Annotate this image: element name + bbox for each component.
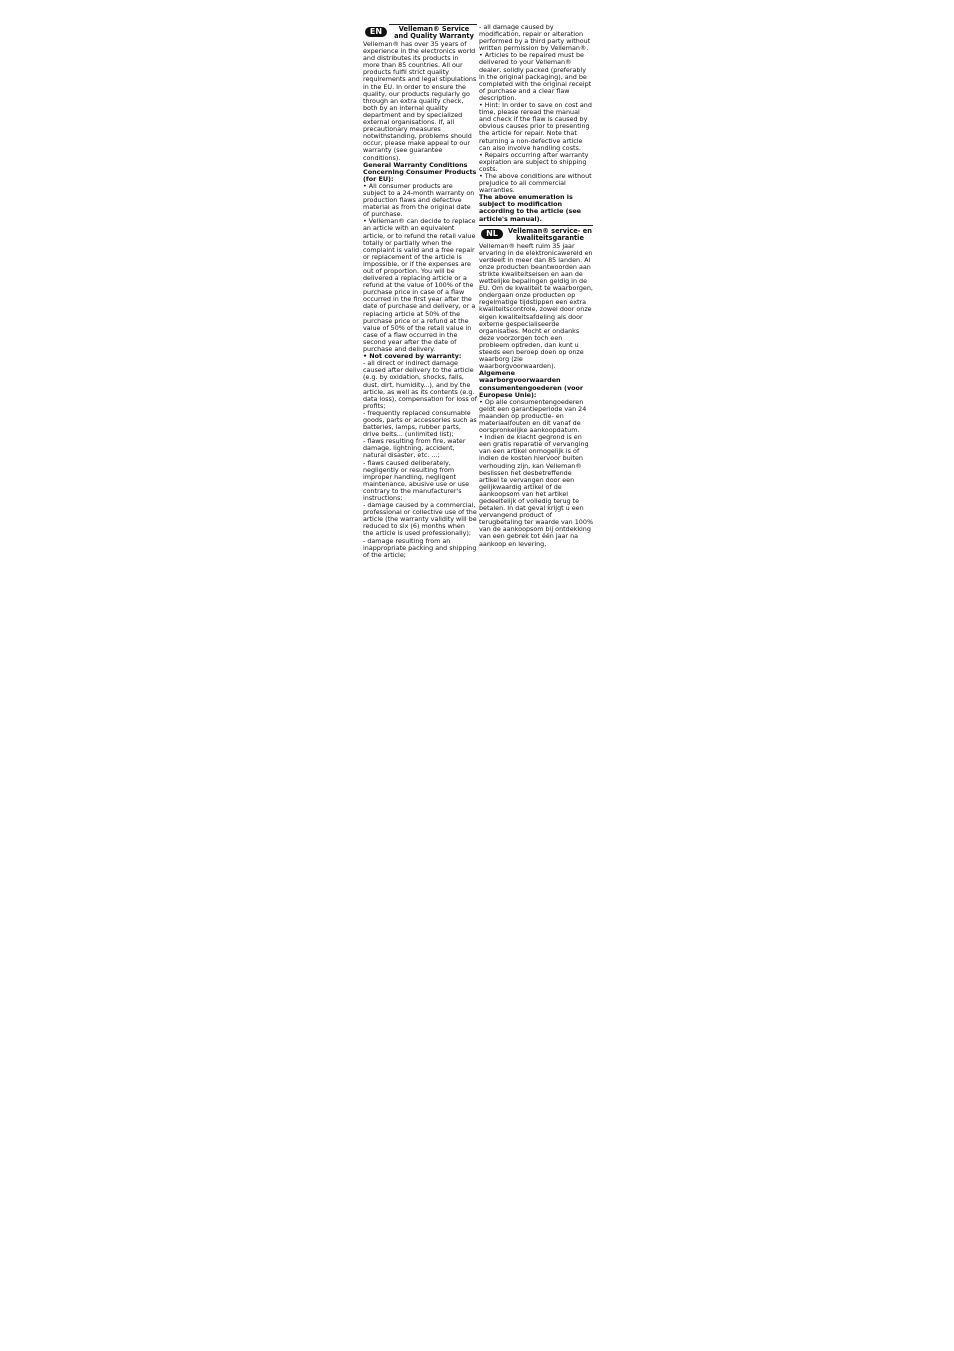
en-not-covered-heading: • Not covered by warranty: [363, 352, 462, 361]
en-not-covered-6: - damage resulting from an inappropriate packing and shipping of the article; [363, 536, 477, 559]
en-conditions-heading: General Warranty Conditions Concerning Consumer Products (for EU): [363, 160, 477, 183]
right-column [479, 24, 593, 548]
en-bullet-2: • Velleman® can decide to replace an article with an equivalent article, or to refund the retail value totally or partially when the complaint is valid and a free repair or replacement of the article is impossible, or if the expenses are out of proportion. You will be delivered a replacing article or a refund at the value of 100% of the purchase price in case of a flaw occurred in the first year after the date of purchase and delivery, or a replacing article at 50% of the purchase price or a refund at the value of 50% of the retail value in case of a flaw occurred in the second year after the date of purchase and delivery. [363, 217, 476, 354]
nl-language-badge: NL [481, 229, 503, 239]
en-not-covered-3: - flaws resulting from fire, water damage, lightning, accident, natural disaster, etc. ...; [363, 437, 466, 460]
en-intro: Velleman® has over 35 years of experience in the electronics world and distributes its products in more than 85 countries. All our products fulfil strict quality requirements and legal stipulations in the EU. In order to ensure the quality, our products regularly go through an extra quality check, both by an internal quality department and by specialized external organisations. If, all precautionary measures notwithstanding, problems should occur, please make appeal to our warranty (see guarantee conditions). [363, 40, 477, 162]
nl-intro: Velleman® heeft ruim 35 jaar ervaring in de elektronicawereld en verdeelt in meer dan 85 landen. Al onze producten beantwoorden aan strikte kwaliteitseisen en aan de wettelijke bepalingen geldig in de EU. Om de kwaliteit te waarborgen, ondergaan onze producten op regelmatige tijdstippen een extra kwaliteitscontrole, zowel door onze eigen kwaliteitsafdeling als door externe gespecialiseerde organisaties. Mocht er ondanks deze voorzorgen toch een probleem optreden, dan kunt u steeds een beroep doen op onze waarborg (zie waarborgvoorwaarden). [479, 241, 593, 371]
en-not-covered-5: - damage caused by a commercial, professional or collective use of the article (the warranty validity will be reduced to six (6) months when the article is used professionally); [363, 501, 477, 538]
en-language-badge: EN [365, 27, 387, 37]
en-closing-note: The above enumeration is subject to modification according to the article (see article's manual). [479, 193, 582, 223]
en-not-covered-1: - all direct or indirect damage caused after delivery to the article (e.g. by oxidation, shocks, falls, dust, dirt, humidity...), and by the article, as well as its contents (e.g. data loss), compensation for loss of profits; [363, 359, 477, 410]
en-not-covered-4: - flaws caused deliberately, negligently or resulting from improper handling, negligent maintenance, abusive use or use contrary to the manufacturer's instructions; [363, 458, 470, 502]
en-section-title: Velleman® Service and Quality Warranty [394, 25, 474, 40]
en-bullet-5: • Repairs occurring after warranty expiration are subject to shipping costs. [479, 150, 589, 173]
en-section-header [363, 24, 477, 40]
nl-bullet-2: • Indien de klacht gegrond is en een gratis reparatie of vervanging van een artikel onmogelijk is of indien de kosten hiervoor buiten verhouding zijn, kan Velleman® beslissen het desbetreffende artikel te vervangen door een gelijkwaardig artikel of de aankoopsom van het artikel gedeeltelijk of volledig terug te betalen. In dat geval krijgt u een vervangend product of terugbetaling ter waarde van 100% van de aankoopsom bij ontdekking van een gebrek tot één jaar na aankoop en levering, [479, 433, 594, 548]
en-bullet-3: • Articles to be repaired must be delivered to your Velleman® dealer, solidly packed (preferably in the original packaging), and be completed with the original receipt of purchase and a clear flaw description. [479, 51, 592, 102]
en-bullet-4: • Hint: In order to save on cost and time, please reread the manual and check if the flaw is caused by obvious causes prior to presenting the article for repair. Note that returning a non-defective article can also involve handling costs. [479, 101, 592, 152]
en-bullet-6: • The above conditions are without prejudice to all commercial warranties. [479, 171, 592, 195]
en-bullet-1: • All consumer products are subject to a 24-month warranty on production flaws and defective material as from the original date of purchase. [363, 181, 475, 219]
en-not-covered-7: - all damage caused by modification, repair or alteration performed by a third party without written permission by Velleman®. [479, 23, 591, 53]
nl-conditions-heading: Algemene waarborgvoorwaarden consumentengoederen (voor Europese Unie): [479, 369, 584, 399]
nl-section-title: Velleman® service- en kwaliteitsgarantie [508, 226, 592, 242]
nl-bullet-1: • Op alle consumentengoederen geldt een garantieperiode van 24 maanden op productie- en materiaalfouten en dit vanaf de oorspronkelijke aankoopdatum. [479, 397, 587, 435]
en-not-covered-2: - frequently replaced consumable goods, parts or accessories such as batteries, lamps, rubber parts, drive belts... (unlimited list); [363, 408, 477, 439]
nl-section-header [479, 225, 593, 242]
header-rule [389, 24, 477, 25]
english-column [363, 24, 477, 559]
